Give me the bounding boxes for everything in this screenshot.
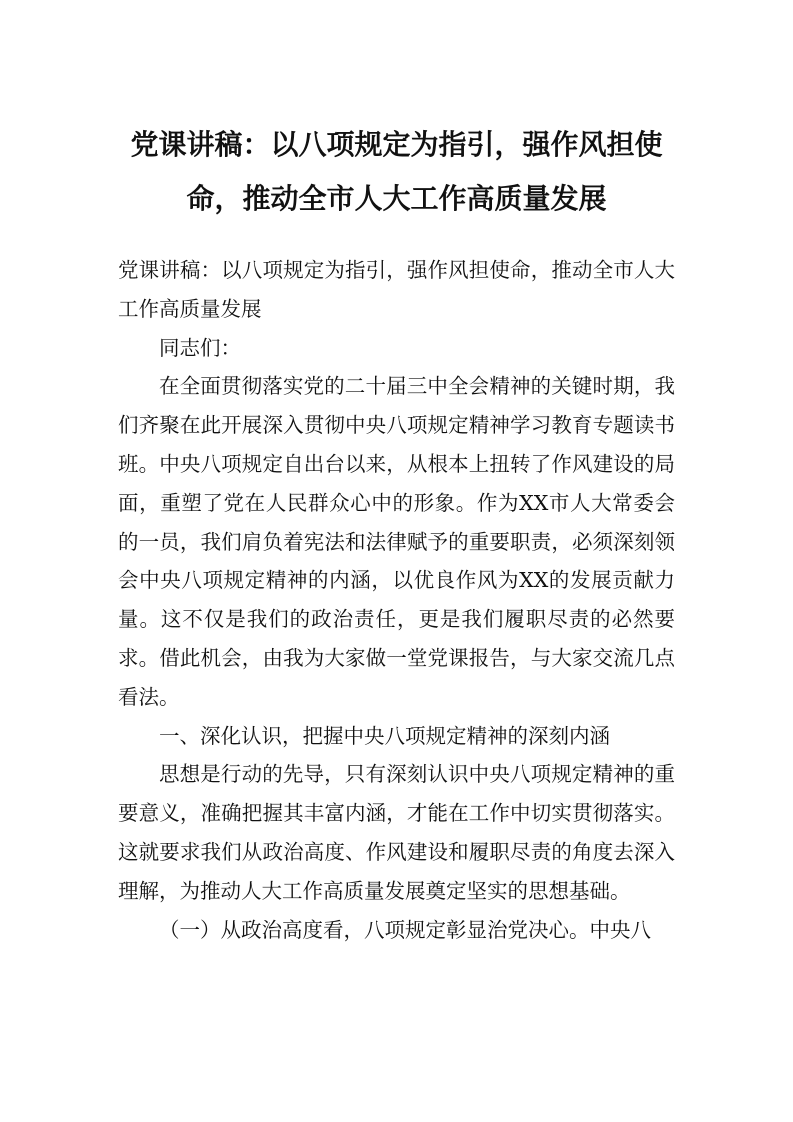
salutation: 同志们： [159,335,241,360]
section-heading-1: 一、深化认识，把握中央八项规定精神的深刻内涵 [159,723,610,748]
title-line-1: 党课讲稿：以八项规定为指引，强作风担使 [130,128,663,161]
subsection-paragraph-1: （一）从政治高度看，八项规定彰显治党决心。中央八 [159,917,651,942]
section-1-paragraph: 思想是行动的先导，只有深刻认识中央八项规定精神的重要意义，准确把握其丰富内涵，才能在工作中切实贯彻落实。这就要求我们从政治高度、作风建设和履职尽责的角度去深入理解，为推动人大工作高质量发展奠定坚实的思想基础。 [118,762,675,903]
subtitle-paragraph: 党课讲稿：以八项规定为指引，强作风担使命，推动全市人大工作高质量发展 [118,258,675,321]
document-title [118,118,675,226]
document-body [118,251,675,949]
title-line-2: 命，推动全市人大工作高质量发展 [186,182,607,215]
intro-paragraph: 在全面贯彻落实党的二十届三中全会精神的关键时期，我们齐聚在此开展深入贯彻中央八项规定精神学习教育专题读书班。中央八项规定自出台以来，从根本上扭转了作风建设的局面，重塑了党在人民群众心中的形象。作为XX市人大常委会的一员，我们肩负着宪法和法律赋予的重要职责，必须深刻领会中央八项规定精神的内涵，以优良作风为XX的发展贡献力量。这不仅是我们的政治责任，更是我们履职尽责的必然要求。借此机会，由我为大家做一堂党课报告，与大家交流几点看法。 [118,374,675,709]
